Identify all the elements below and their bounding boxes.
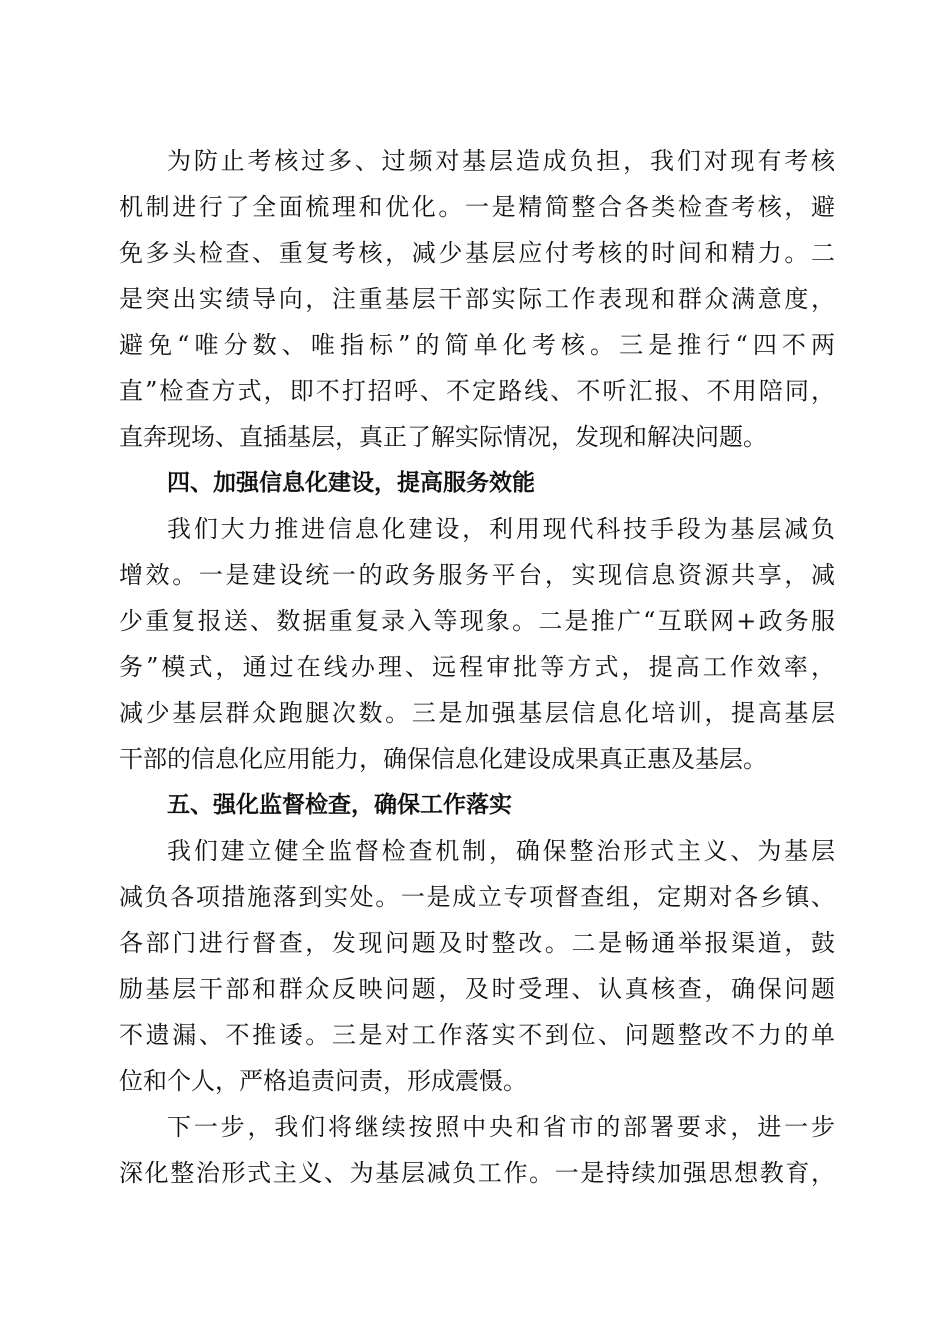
text-line: 避免“唯分数、唯指标”的简单化考核。三是推行“四不两 [119,331,835,359]
text-line: 机制进行了全面梳理和优化。一是精简整合各类检查考核，避 [119,193,835,221]
text-line: 我们大力推进信息化建设，利用现代科技手段为基层减负 [167,515,835,543]
text-line: 直奔现场、直插基层，真正了解实际情况，发现和解决问题。 [119,423,767,451]
text-line: 下一步，我们将继续按照中央和省市的部署要求，进一步 [167,1113,835,1141]
text-line: 是突出实绩导向，注重基层干部实际工作表现和群众满意度， [119,285,835,313]
document-body [119,138,835,1196]
text-line: 不遗漏、不推诿。三是对工作落实不到位、问题整改不力的单 [119,1021,835,1049]
paragraph-next-steps [119,1104,835,1196]
text-line: 减负各项措施落到实处。一是成立专项督查组，定期对各乡镇、 [119,883,835,911]
section-heading-informatization: 四、加强信息化建设，提高服务效能 [167,470,535,496]
text-line: 我们建立健全监督检查机制，确保整治形式主义、为基层 [167,837,835,865]
text-line: 增效。一是建设统一的政务服务平台，实现信息资源共享，减 [119,561,835,589]
text-line: 少重复报送、数据重复录入等现象。二是推广“互联网+政务服 [119,607,835,635]
paragraph-supervision [119,828,835,1104]
paragraph-informatization [119,506,835,782]
text-line: 减少基层群众跑腿次数。三是加强基层信息化培训，提高基层 [119,699,835,727]
text-line: 直”检查方式，即不打招呼、不定路线、不听汇报、不用陪同， [119,377,835,405]
section-heading-supervision: 五、强化监督检查，确保工作落实 [167,792,512,818]
text-line: 位和个人，严格追责问责，形成震慑。 [119,1067,527,1095]
text-line: 各部门进行督查，发现问题及时整改。二是畅通举报渠道，鼓 [119,929,835,957]
text-line: 励基层干部和群众反映问题，及时受理、认真核查，确保问题 [119,975,835,1003]
paragraph-assessment-optimization [119,138,835,460]
text-line: 深化整治形式主义、为基层减负工作。一是持续加强思想教育， [119,1159,835,1187]
text-line: 干部的信息化应用能力，确保信息化建设成果真正惠及基层。 [119,745,767,773]
text-line: 为防止考核过多、过频对基层造成负担，我们对现有考核 [167,147,835,175]
text-line: 务”模式，通过在线办理、远程审批等方式，提高工作效率， [119,653,835,681]
text-line: 免多头检查、重复考核，减少基层应付考核的时间和精力。二 [119,239,835,267]
